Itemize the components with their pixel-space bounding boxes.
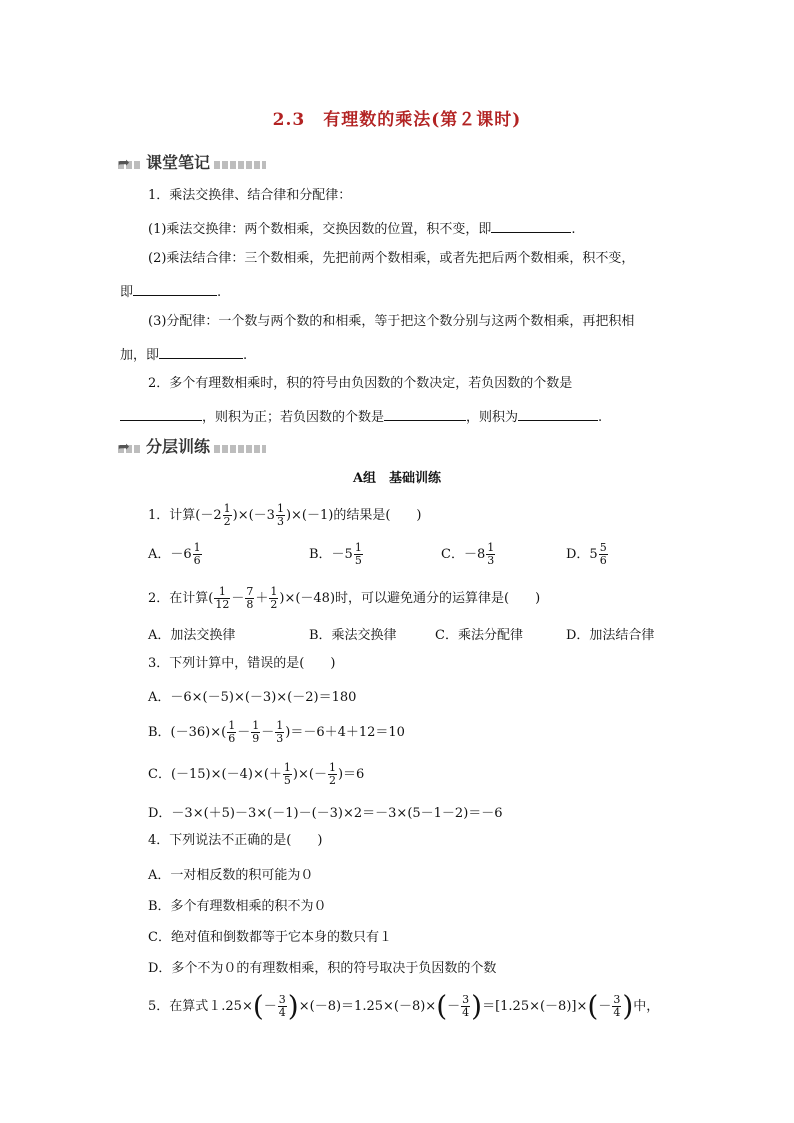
note-text: (1)乘法交换律：两个数相乘，交换因数的位置，积不变，即	[148, 222, 492, 237]
q3-option-b[interactable]: B．(－36)×( $\frac{1}{6}$ － $\frac{1}{9}$ － $\frac{1}{3}$ )＝－6＋4＋12＝10	[148, 719, 405, 745]
stem-text: 1．计算(－2	[148, 508, 222, 523]
section-banner-notes	[118, 150, 270, 172]
stem-text: )×(－3	[232, 508, 275, 523]
question-1-stem	[148, 503, 421, 528]
note-text: 加，即	[120, 348, 160, 363]
note-text: ，则积为正；若负因数的个数是	[202, 410, 385, 425]
note-text: ，则积为	[466, 410, 519, 425]
note-text: .	[598, 410, 603, 425]
banner-label: 分层训练	[142, 434, 214, 457]
section-banner-practice	[118, 434, 270, 456]
note-line-3: (2)乘法结合律：三个数相乘，先把前两个数相乘，或者先把后两个数相乘，积不变，	[148, 251, 635, 266]
q1-option-b[interactable]: B．－5 $\frac{1}{5}$	[309, 541, 362, 567]
q2-option-c[interactable]: C．乘法分配律	[435, 628, 523, 643]
answer-blank[interactable]	[159, 344, 243, 359]
note-text: .	[571, 222, 576, 237]
fraction: $\frac{1}{3}$	[276, 502, 284, 528]
note-line-1: 1．乘法交换律、结合律和分配律：	[148, 188, 352, 203]
page-title: 2.3 有理数的乘法(第２课时)	[272, 110, 522, 130]
q4-option-a[interactable]: A．一对相反数的积可能为０	[148, 868, 314, 883]
note-line-2	[148, 218, 576, 239]
q2-option-b[interactable]: B．乘法交换律	[309, 628, 397, 643]
note-text: .	[217, 285, 222, 300]
pencil-arrow-icon: ➦	[118, 155, 130, 171]
note-line-6	[120, 344, 247, 365]
note-line-7: 2．多个有理数相乘时，积的符号由负因数的个数决定，若负因数的个数是	[148, 376, 573, 391]
q4-option-d[interactable]: D．多个不为０的有理数相乘，积的符号取决于负因数的个数	[148, 961, 497, 976]
q1-option-c[interactable]: C．－8 $\frac{1}{3}$	[441, 541, 495, 567]
q3-option-a[interactable]: A．－6×(－5)×(－3)×(－2)＝180	[148, 690, 357, 705]
q1-option-d[interactable]: D．5 $\frac{5}{6}$	[566, 541, 607, 567]
q4-option-c[interactable]: C．绝对值和倒数都等于它本身的数只有１	[148, 930, 392, 945]
fraction: $\frac{1}{2}$	[223, 502, 231, 528]
q1-option-a[interactable]: A．－6 $\frac{1}{6}$	[148, 541, 201, 567]
note-line-5: (3)分配律：一个数与两个数的和相乘，等于把这个数分别与这两个数相乘，再把积相	[148, 314, 635, 329]
question-4-stem: 4．下列说法不正确的是( )	[148, 833, 323, 848]
banner-label: 课堂笔记	[142, 150, 214, 173]
question-3-stem: 3．下列计算中，错误的是( )	[148, 656, 336, 671]
note-line-8	[120, 406, 602, 427]
q4-option-b[interactable]: B．多个有理数相乘的积不为０	[148, 899, 327, 914]
q2-option-a[interactable]: A．加法交换律	[148, 628, 236, 643]
question-2-stem: 2．在计算( $\frac{1}{12}$ － $\frac{7}{8}$ ＋ $\frac{1}{2}$ )×(－48)时，可以避免通分的运算律是( )	[148, 585, 541, 611]
answer-blank[interactable]	[384, 406, 466, 421]
answer-blank[interactable]	[133, 281, 217, 296]
question-5-stem: 5．在算式１.25×(－ $\frac{3}{4}$ )×(－8)＝1.25×(－8)×(－ $\frac{3}{4}$ )＝[1.25×(－8)]×(－ $\frac{3}{4}$ )中，	[148, 989, 660, 1023]
stem-text: )×(－1)的结果是( )	[285, 508, 422, 523]
q3-option-d[interactable]: D．－3×(＋5)－3×(－1)－(－3)×2＝－3×(5－1－2)＝－6	[148, 806, 503, 821]
q3-option-c[interactable]: C．(－15)×(－4)×(＋ $\frac{1}{5}$ )×(－ $\frac{1}{2}$ )＝6	[148, 761, 365, 787]
answer-blank[interactable]	[120, 406, 202, 421]
note-text: .	[243, 348, 248, 363]
note-text: 即	[120, 285, 134, 300]
pencil-arrow-icon: ➦	[118, 439, 130, 455]
answer-blank[interactable]	[491, 218, 571, 233]
note-line-4	[120, 281, 221, 302]
answer-blank[interactable]	[518, 406, 598, 421]
q2-option-d[interactable]: D．加法结合律	[566, 628, 655, 643]
group-a-title: A组 基础训练	[352, 471, 442, 486]
